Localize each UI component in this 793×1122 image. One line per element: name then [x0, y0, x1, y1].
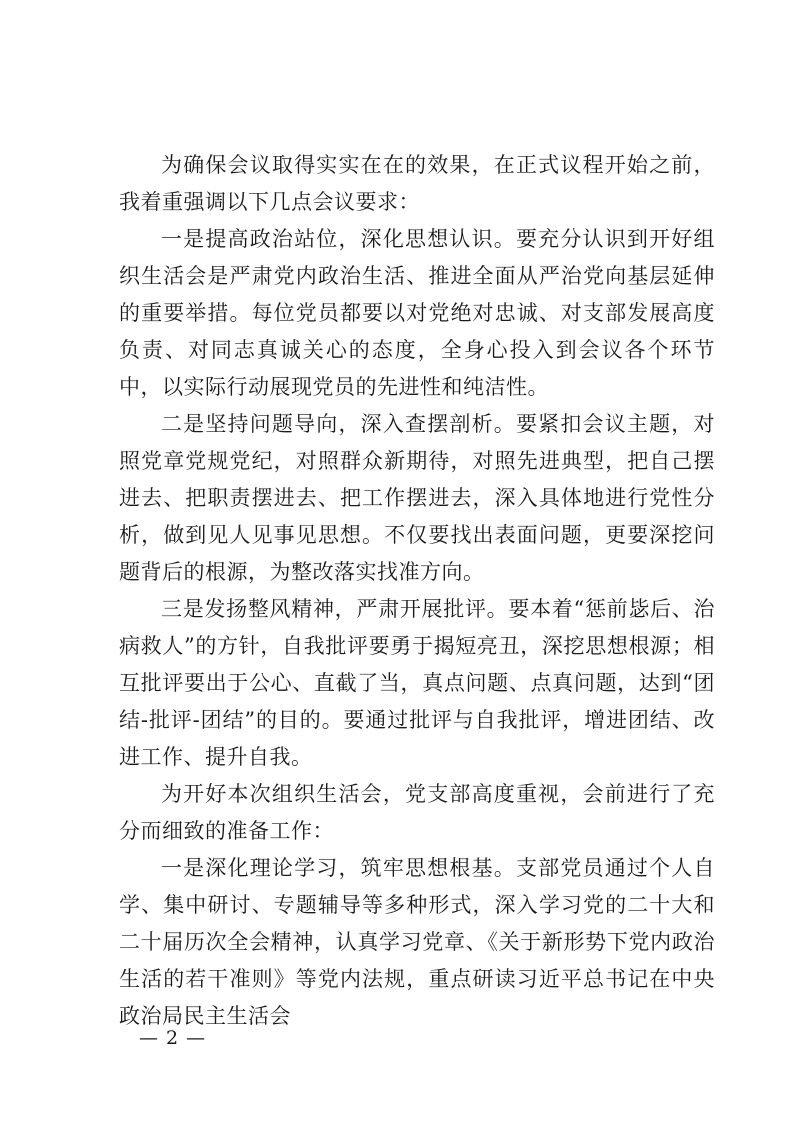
page-number: — 2 — — [139, 1027, 207, 1049]
paragraph-preparation-1: 一是深化理论学习，筑牢思想根基。支部党员通过个人自学、集中研讨、专题辅导等多种形式，深入学习党的二十大和二十届历次全会精神，认真学习党章、《关于新形势下党内政治生活的若干准则》等党内法规，重点研读习近平总书记在中央政治局民主生活会 — [119, 856, 715, 1028]
paragraph-meeting-requirements-intro: 为确保会议取得实实在在的效果，在正式议程开始之前，我着重强调以下几点会议要求： — [119, 153, 715, 214]
paragraph-preparation-intro: 为开好本次组织生活会，党支部高度重视，会前进行了充分而细致的准备工作： — [119, 782, 715, 843]
paragraph-requirement-2: 二是坚持问题导向，深入查摆剖析。要紧扣会议主题，对照党章党规党纪，对照群众新期待，对照先进典型，把自己摆进去、把职责摆进去、把工作摆进去，深入具体地进行党性分析，做到见人见事见思想。不仅要找出表面问题，更要深挖问题背后的根源，为整改落实找准方向。 — [119, 412, 715, 584]
body-text — [119, 147, 715, 1035]
paragraph-requirement-3: 三是发扬整风精神，严肃开展批评。要本着“惩前毖后、治病救人”的方针，自我批评要勇于揭短亮丑，深挖思想根源；相互批评要出于公心、直截了当，真点问题、点真问题，达到“团结-批评-团结”的目的。要通过批评与自我批评，增进团结、改进工作、提升自我。 — [119, 597, 715, 769]
paragraph-requirement-1: 一是提高政治站位，深化思想认识。要充分认识到开好组织生活会是严肃党内政治生活、推进全面从严治党向基层延伸的重要举措。每位党员都要以对党绝对忠诚、对支部发展高度负责、对同志真诚关心的态度，全身心投入到会议各个环节中，以实际行动展现党员的先进性和纯洁性。 — [119, 227, 715, 399]
